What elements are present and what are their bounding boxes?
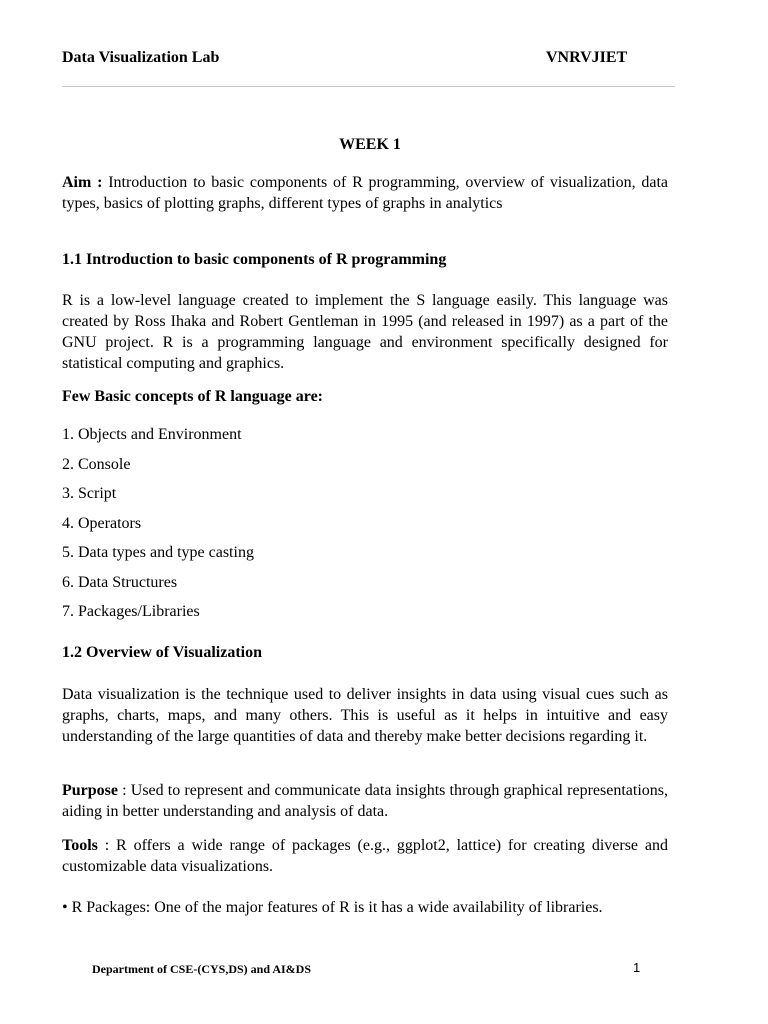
aim-label: Aim (62, 174, 92, 191)
concepts-heading: Few Basic concepts of R language are: (62, 388, 323, 405)
header-right-institution: VNRVJIET (546, 49, 628, 66)
header-divider (62, 86, 675, 87)
tools-label: Tools (62, 837, 98, 854)
week-title: WEEK 1 (339, 136, 401, 153)
section-1-1-paragraph: R is a low-level language created to implement the S language easily. This language was created by Ross Ihaka and Robert Gentleman in 1995 (and released in 1997) as a part of the GNU project. R is a programming language and environment specifically designed for statistical computing and graphics. (62, 292, 668, 372)
aim-separator: : (91, 174, 109, 191)
packages-bullet: • R Packages: One of the major features of R is it has a wide availability of libraries. (62, 899, 603, 916)
concept-item: 1. Objects and Environment (62, 426, 242, 443)
tools-paragraph (62, 835, 668, 877)
concept-item: 6. Data Structures (62, 574, 178, 591)
section-1-1-heading: 1.1 Introduction to basic components of R programming (62, 251, 447, 268)
page-number: 1 (633, 960, 641, 975)
aim-text: Introduction to basic components of R programming, overview of visualization, data types, basics of plotting graphs, different types of graphs in analytics (62, 174, 669, 212)
section-1-2-paragraph: Data visualization is the technique used to deliver insights in data using visual cues such as graphs, charts, maps, and many others. This is useful as it helps in intuitive and easy understanding of the large quantities of data and thereby make better decisions regarding it. (62, 686, 668, 745)
concept-item: 5. Data types and type casting (62, 544, 254, 561)
concept-item: 7. Packages/Libraries (62, 603, 200, 620)
concept-item: 3. Script (62, 485, 117, 502)
purpose-paragraph (62, 780, 668, 822)
concept-item: 2. Console (62, 456, 131, 473)
tools-text: : R offers a wide range of packages (e.g., ggplot2, lattice) for creating diverse and customizable data visualizations. (62, 837, 668, 875)
footer-department: Department of CSE-(CYS,DS) and AI&DS (92, 962, 312, 976)
section-1-2-heading: 1.2 Overview of Visualization (62, 644, 262, 661)
aim-paragraph (62, 172, 668, 214)
purpose-text: : Used to represent and communicate data insights through graphical representations, aiding in better understanding and analysis of data. (62, 782, 668, 820)
purpose-label: Purpose (62, 782, 118, 799)
header-left-title: Data Visualization Lab (62, 49, 220, 66)
concept-item: 4. Operators (62, 515, 142, 532)
